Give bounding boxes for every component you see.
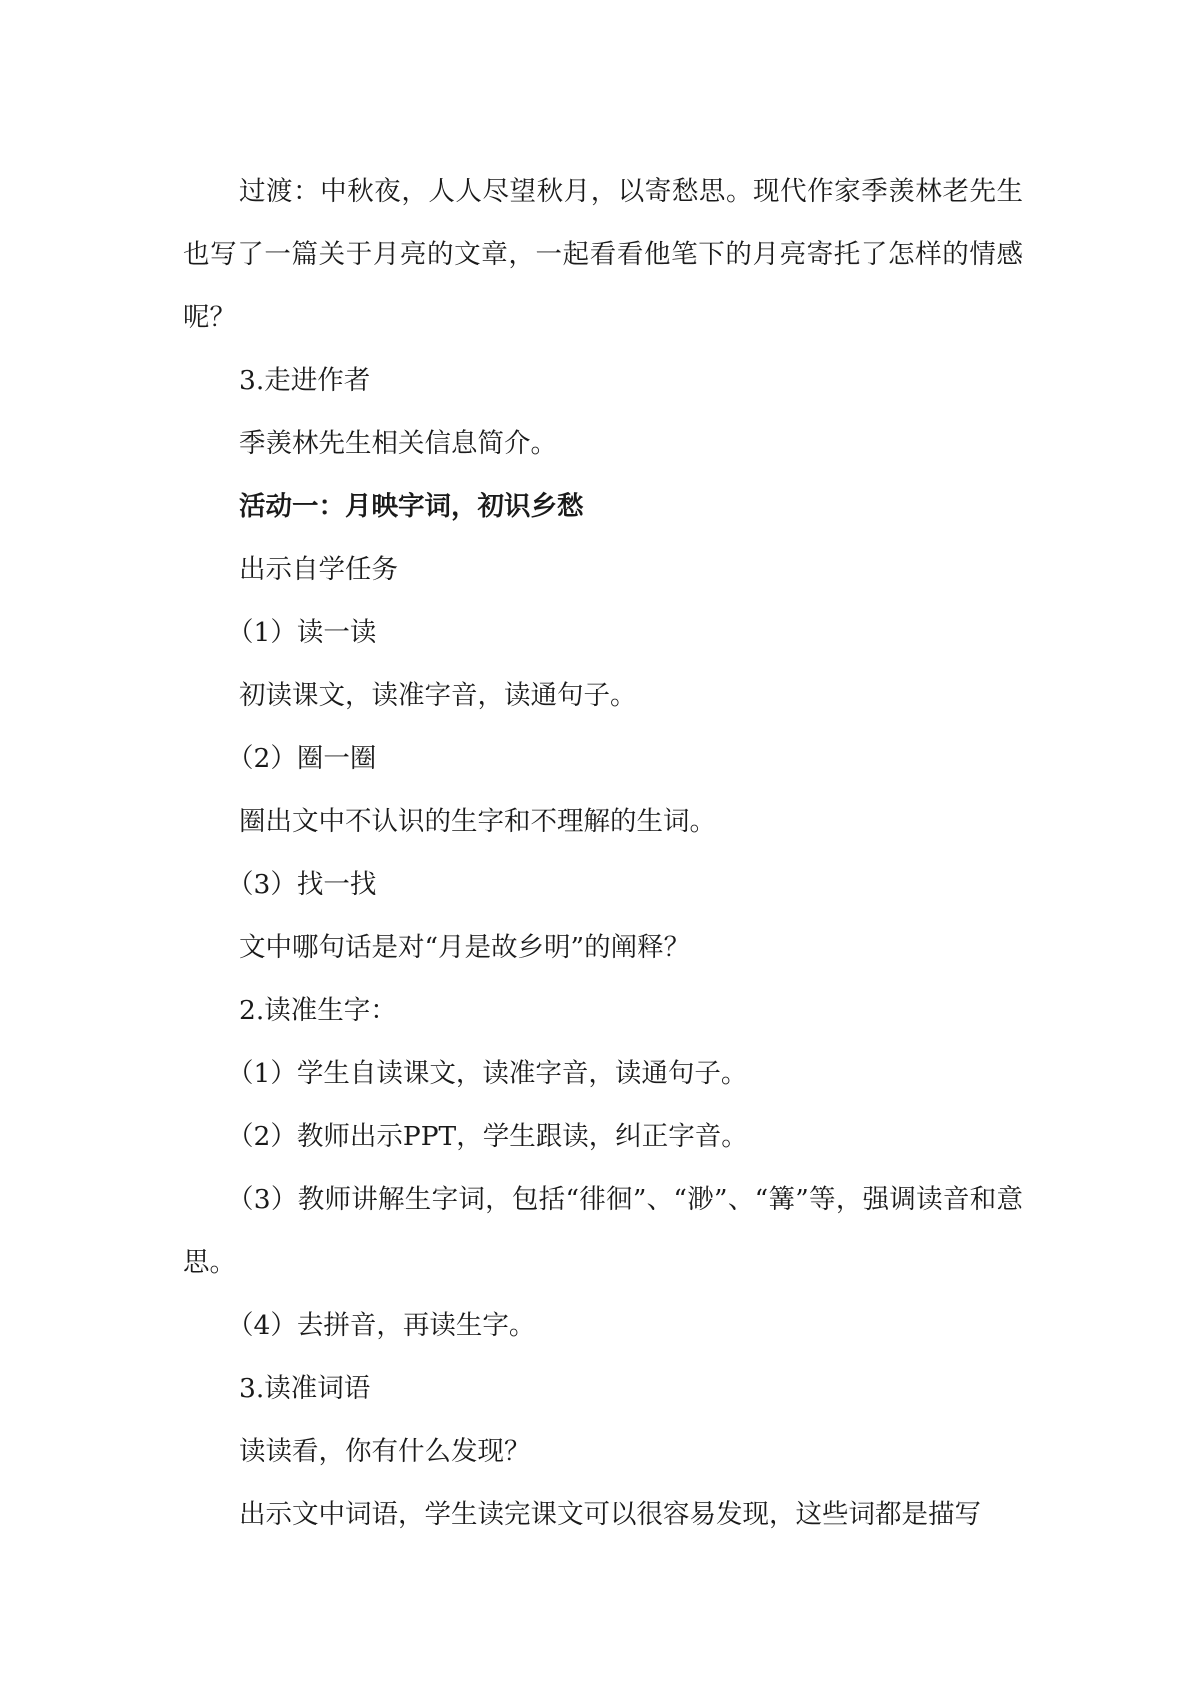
paragraph-author-intro: 季羡林先生相关信息简介。	[239, 428, 557, 459]
paragraph-self-study: 出示自学任务	[239, 554, 398, 585]
list-item-step-2: （2）教师出示PPT，学生跟读，纠正字音。	[227, 1121, 748, 1152]
paragraph-transition: 过渡：中秋夜，人人尽望秋月，以寄愁思。现代作家季羡林老先生也写了一篇关于月亮的文章，一起看看他笔下的月亮寄托了怎样的情感呢？	[183, 176, 1023, 333]
paragraph-heading-characters: 2.读准生字：	[239, 995, 397, 1026]
list-item-circle: （2）圈一圈	[227, 743, 377, 774]
paragraph-heading-author: 3.走进作者	[239, 365, 371, 396]
paragraph-find-detail: 文中哪句话是对“月是故乡明”的阐释？	[239, 932, 691, 963]
paragraph-read-detail: 初读课文，读准字音，读通句子。	[239, 680, 637, 711]
document-body	[183, 160, 1023, 1546]
paragraph-words-detail: 出示文中词语，学生读完课文可以很容易发现，这些词都是描写	[239, 1499, 981, 1530]
list-item-step-3: （3）教师讲解生字词，包括“徘徊”、“渺”、“篝”等，强调读音和意思。	[183, 1184, 1023, 1278]
paragraph-question: 读读看，你有什么发现？	[239, 1436, 531, 1467]
paragraph-heading-words: 3.读准词语	[239, 1373, 371, 1404]
activity-one-heading: 活动一：月映字词，初识乡愁	[239, 491, 584, 522]
list-item-step-1: （1）学生自读课文，读准字音，读通句子。	[227, 1058, 748, 1089]
list-item-read: （1）读一读	[227, 617, 377, 648]
list-item-find: （3）找一找	[227, 869, 377, 900]
list-item-step-4: （4）去拼音，再读生字。	[227, 1310, 536, 1341]
paragraph-circle-detail: 圈出文中不认识的生字和不理解的生词。	[239, 806, 716, 837]
